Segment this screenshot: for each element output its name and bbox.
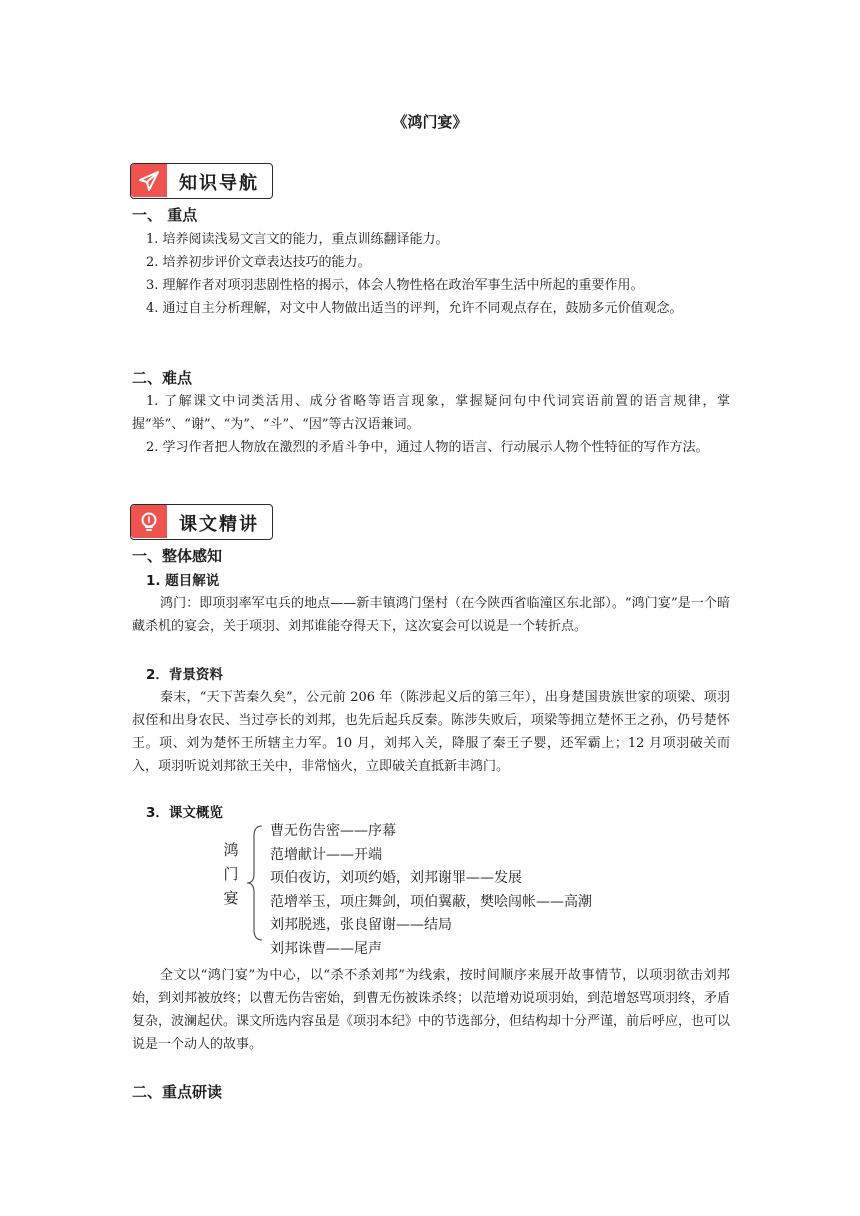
paper-plane-icon [131, 164, 167, 197]
outline-item: 刘邦脱逃，张良留谢——结局 [270, 917, 452, 933]
document-title: 《鸿门宴》 [392, 113, 468, 131]
summary-text: 全文以“鸿门宴”为中心，以“杀不杀刘邦”为线索，按时间顺序来展开故事情节，以项羽欲击刘邦始，到刘邦被放终；以曹无伤告密始，到曹无伤被诛杀终；以范增劝说项羽始，到范增怒骂项羽终，矛盾复杂，波澜起伏。课文所选内容虽是《项羽本纪》中的节选部分，但结构却十分严谨，前后呼应，也可以说是一个动人的故事。 [132, 968, 731, 1052]
section-key-points: 一、 重点 [132, 206, 198, 224]
text-explain-banner [130, 504, 273, 540]
subsection-background: 2．背景资料 [146, 667, 223, 683]
banner-label: 知识导航 [179, 173, 259, 194]
brace-icon [244, 824, 264, 942]
outline-list [270, 820, 592, 961]
title-explain-text: 鸿门：即项羽率军屯兵的地点——新丰镇鸿门堡村（在今陕西省临潼区东北部）。“鸿门宴”是一个暗藏杀机的宴会，关于项羽、刘邦谁能夺得天下，这次宴会可以说是一个转折点。 [132, 596, 730, 634]
difficulty-1: 1. 了解课文中词类活用、成分省略等语言现象，掌握疑问句中代词宾语前置的语言规律，掌握“举”、“谢”、“为”、“斗”、“因”等古汉语兼词。 [132, 394, 730, 432]
key-point-4: 4. 通过自主分析理解，对文中人物做出适当的评判，允许不同观点存在，鼓励多元价值观念。 [146, 301, 683, 316]
difficulty-2: 2. 学习作者把人物放在激烈的矛盾斗争中，通过人物的语言、行动展示人物个性特征的写作方法。 [146, 440, 709, 455]
background-text: 秦末，“天下苦秦久矣”，公元前 206 年（陈涉起义后的第三年），出身楚国贵族世家的项梁、项羽叔侄和出身农民、当过亭长的刘邦，也先后起兵反秦。陈涉失败后，项梁等拥立楚怀王之孙，仍号楚怀王。项、刘为楚怀王所辖主力军。10 月，刘邦入关，降服了秦王子婴，还军霸上；12 月项羽破关而入，项羽听说刘邦欲王关中，非常恼火，立即破关直抵新丰鸿门。 [132, 690, 730, 774]
outline-item: 刘邦诛曹——尾声 [270, 940, 382, 957]
outline-item: 曹无伤告密——序幕 [270, 823, 396, 839]
outline-item: 范增献计——开端 [270, 846, 382, 863]
lightbulb-icon [131, 505, 167, 538]
section-overall: 一、整体感知 [132, 547, 223, 565]
outline-item: 项伯夜访，刘项约婚，刘邦谢罪——发展 [270, 870, 522, 886]
section-difficulties: 二、难点 [132, 369, 193, 387]
outline-label: 鸿门宴 [223, 841, 239, 907]
key-point-1: 1. 培养阅读浅易文言文的能力，重点训练翻译能力。 [146, 232, 449, 247]
key-point-3: 3. 理解作者对项羽悲剧性格的揭示，体会人物性格在政治军事生活中所起的重要作用。 [146, 278, 644, 293]
outline-item: 范增举玉，项庄舞剑，项伯翼蔽，樊哙闯帐——高潮 [270, 893, 592, 910]
knowledge-nav-banner [130, 163, 273, 199]
section-key-reading: 二、重点研读 [132, 1083, 223, 1101]
banner-label: 课文精讲 [179, 514, 259, 535]
key-point-2: 2. 培养初步评价文章表达技巧的能力。 [146, 255, 371, 270]
subsection-title-explain: 1. 题目解说 [146, 573, 220, 589]
subsection-overview: 3．课文概览 [146, 805, 223, 821]
